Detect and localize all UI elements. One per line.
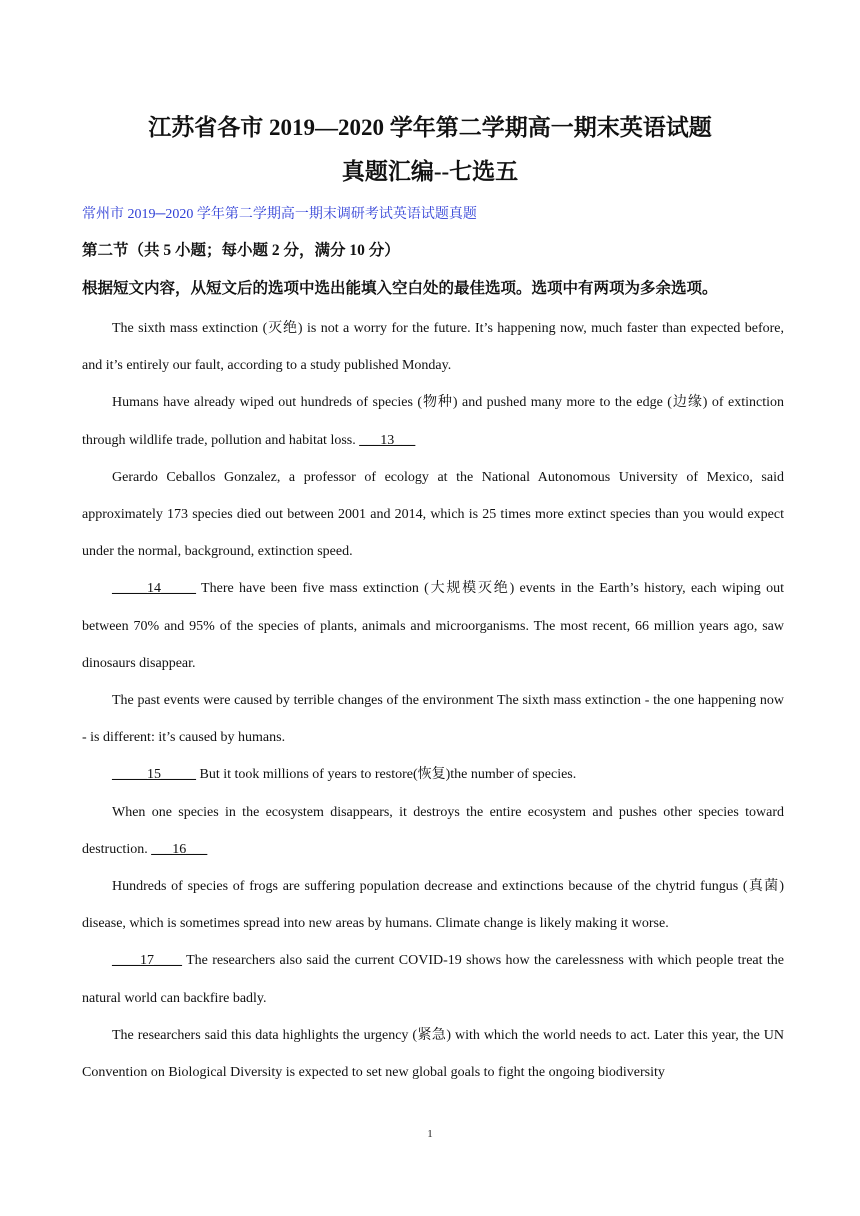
document-title: 江苏省各市 2019—2020 学年第二学期高一期末英语试题 [148,115,712,140]
paragraph-9-text: The researchers also said the current COVID-19 shows how the carelessness with which people treat the natural world can backfire badly. [82,953,784,1006]
blank-17: ____17____ [112,953,182,969]
paragraph-1: The sixth mass extinction (灭绝) is not a worry for the future. It’s happening now, much faster than expected before, and it’s entirely our fault, according to a study published Monday. [82,321,784,374]
paragraph-4-text: There have been five mass extinction (大规模灭绝) events in the Earth’s history, each wiping out between 70% and 95% of the species of plants, animals and microorganisms. The most recent, 66 million years ago, saw dinosaurs disappear. [82,581,784,671]
passage [82,310,784,1091]
blank-16: ___16___ [151,841,208,857]
blank-15: _____15_____ [112,767,196,783]
paragraph-3: Gerardo Ceballos Gonzalez, a professor of ecology at the National Autonomous University of Mexico, said approximately 173 species died out between 2001 and 2014, which is 25 times more extinct species than you would expect under the normal, background, extinction speed. [82,469,784,560]
paragraph-6-text: But it took millions of years to restore(恢复)the number of species. [196,767,577,783]
paragraph-2 [82,384,784,458]
paragraph-7-text: When one species in the ecosystem disappears, it destroys the entire ecosystem and pushes other species toward destruction. [82,804,784,857]
paragraph-10: The researchers said this data highlights the urgency (紧急) with which the world needs to act. Later this year, the UN Convention on Biological Diversity is expected to set new global goals to fight the ongoing biodiversity [82,1027,784,1081]
blank-13: ___13___ [359,432,416,448]
paragraph-5: The past events were caused by terrible changes of the environment The sixth mass extinction - the one happening now - is different: it’s caused by humans. [82,693,784,746]
paragraph-7 [82,794,784,868]
source-link[interactable]: 常州市 2019─2020 学年第二学期高一期末调研考试英语试题真题 [82,207,477,222]
paragraph-9 [82,942,784,1016]
blank-14: _____14_____ [112,581,196,597]
document-subtitle: 真题汇编--七选五 [341,159,519,184]
instruction-text: 根据短文内容，从短文后的选项中选出能填入空白处的最佳选项。选项中有两项为多余选项。 [82,280,718,297]
section-header: 第二节（共 5 小题；每小题 2 分，满分 10 分） [82,242,400,259]
paragraph-2-text: Humans have already wiped out hundreds of species (物种) and pushed many more to the edge (边缘) of extinction through wildlife trade, pollution and habitat loss. [82,395,784,448]
page-number: 1 [427,1128,433,1140]
paragraph-6 [82,756,784,793]
paragraph-8: Hundreds of species of frogs are suffering population decrease and extinctions because of the chytrid fungus (真菌) disease, which is sometimes spread into new areas by humans. Climate change is likely making it worse. [82,879,784,932]
paragraph-4 [82,570,784,682]
